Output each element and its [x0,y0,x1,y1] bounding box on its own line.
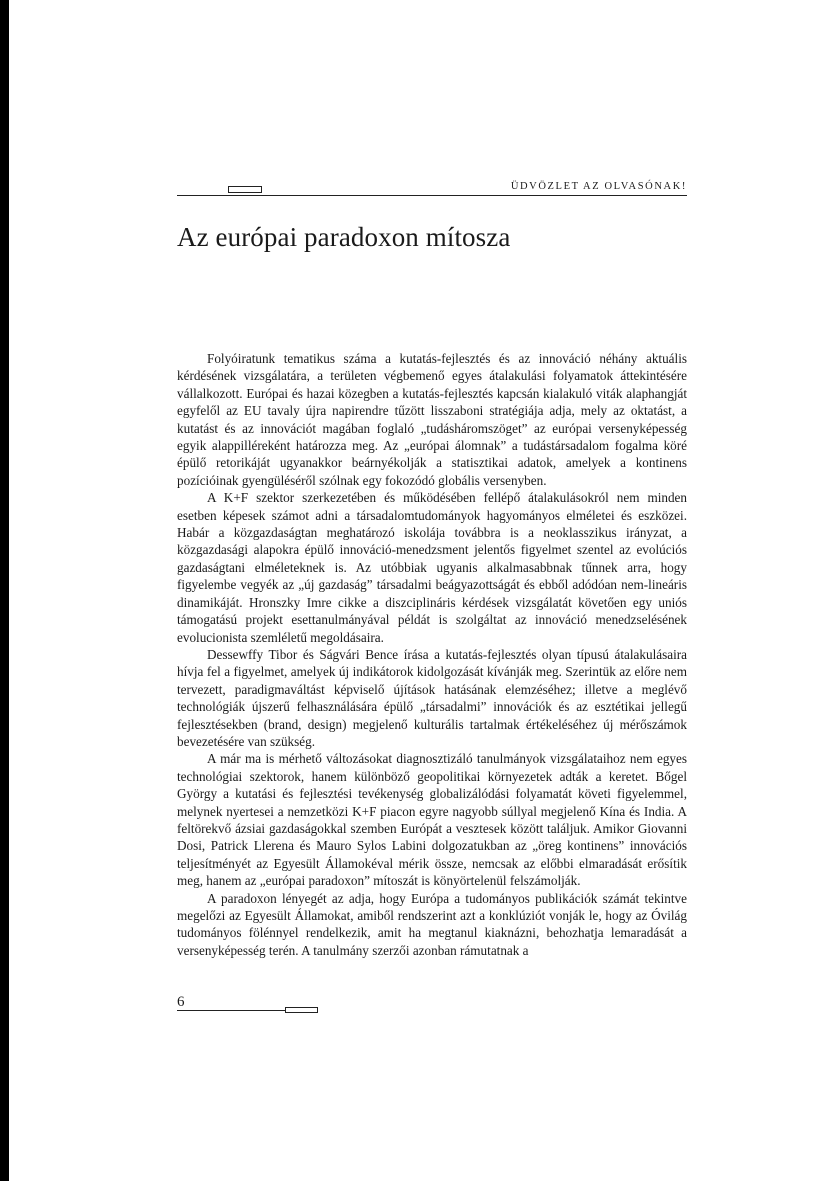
scan-edge-border [0,0,9,1181]
running-head: ÜDVÖZLET AZ OLVASÓNAK! [510,181,687,192]
article-title: Az európai paradoxon mítosza [177,222,511,252]
header-ornament-box [228,186,262,193]
paragraph-3: Dessewffy Tibor és Ságvári Bence írása a kutatás-fejlesztés olyan típusú átalakulásaira hívja fel a figyelmet, amelyek új indikátorok kidolgozását kívánják meg. Szerintük az előre nem tervezett, paradigmaváltást képviselő újítások hatásának elemzéséhez; illetve a meglévő technológiák újszerű felhasználására épülő „társadalmi” innovációk és az esztétikai jellegű fejlesztésekben (brand, design) megjelenő kulturális tartalmak értékeléséhez új mérőszámok bevezetésére van szükség. [177,646,687,749]
footer-ornament-box [285,1007,318,1013]
paragraph-5: A paradoxon lényegét az adja, hogy Európa a tudományos publikációk számát tekintve megelőzi az Egyesült Államokat, amiből rendszerint azt a konklúziót vonják le, hogy az Óvilág tudományos fölénnyel rendelkezik, amit ha megtanul kiaknázni, behozhatja lemaradását a versenyképesség terén. A tanulmány szerzői azonban rámutatnak a [177,890,687,958]
paragraph-1: Folyóiratunk tematikus száma a kutatás-fejlesztés és az innováció néhány aktuális kérdésének vizsgálatára, a területen végbemenő egyes átalakulási folyamatok áttekintésére vállalkozott. Európai és hazai közegben a kutatás-fejlesztés kapcsán kialakuló viták alaphangját egyfelől az EU tavaly újra napirendre tűzött lisszaboni stratégiája adja, mely az oktatást, a kutatást és az innovációt magában foglaló „tudásháromszöget” az európai versenyképesség egyik alappilléreként határozza meg. Az „európai álomnak” a tudástársadalom fogalma köré épülő retorikáját ugyanakkor beárnyékolják a statisztikai adatok, amelyek a kontinens pozícióinak gyengüléséről szólnak egy fokozódó globális versenyben. [177,351,687,488]
paragraph-4: A már ma is mérhető változásokat diagnosztizáló tanulmányok vizsgálataihoz nem egyes technológiai szektorok, hanem különböző geopolitikai környezetek adták a keretet. Bőgel György a kutatási és fejlesztési tevékenység globalizálódási folyamatát követi figyelemmel, melynek nyertesei a nemzetközi K+F piacon egyre nagyobb súllyal megjelenő Kína és India. A feltörekvő ázsiai gazdaságokkal szemben Európát a vesztesek között találjuk. Amikor Giovanni Dosi, Patrick Llerena és Mauro Sylos Labini dolgozatukban az „öreg kontinens” innovációs teljesítményét az Egyesült Államokéval mérik össze, nemcsak az előbbi elmaradását erősítik meg, hanem az „európai paradoxon” mítoszát is könyörtelenül felszámolják. [177,751,687,889]
header-rule [177,195,687,196]
paragraph-2: A K+F szektor szerkezetében és működésében fellépő átalakulásokról nem minden esetben képesek számot adni a társadalomtudományok hagyományos elméletei és eszközei. Habár a közgazdaságtan meghatározó iskolája továbbra is a neoklasszikus irányzat, a közgazdasági alapokra épülő innováció-menedzsment jelentős figyelmet szentel az evolúciós gazdaságtani elméleteknek is. Az utóbbiak ugyanis alkalmasabbnak tűnnek arra, hogy figyelembe vegyék az „új gazdaság” társadalmi beágyazottságát és ebből adódóan nem-lineáris dinamikáját. Hronszky Imre cikke a diszciplináris kérdések vizsgálatát követően egy uniós támogatású projekt esettanulmányával példát is szolgáltat az innováció menedzselésének evolucionista szemléletű megoldásaira. [177,490,687,645]
article-body [177,350,687,959]
page-number: 6 [177,994,185,1010]
